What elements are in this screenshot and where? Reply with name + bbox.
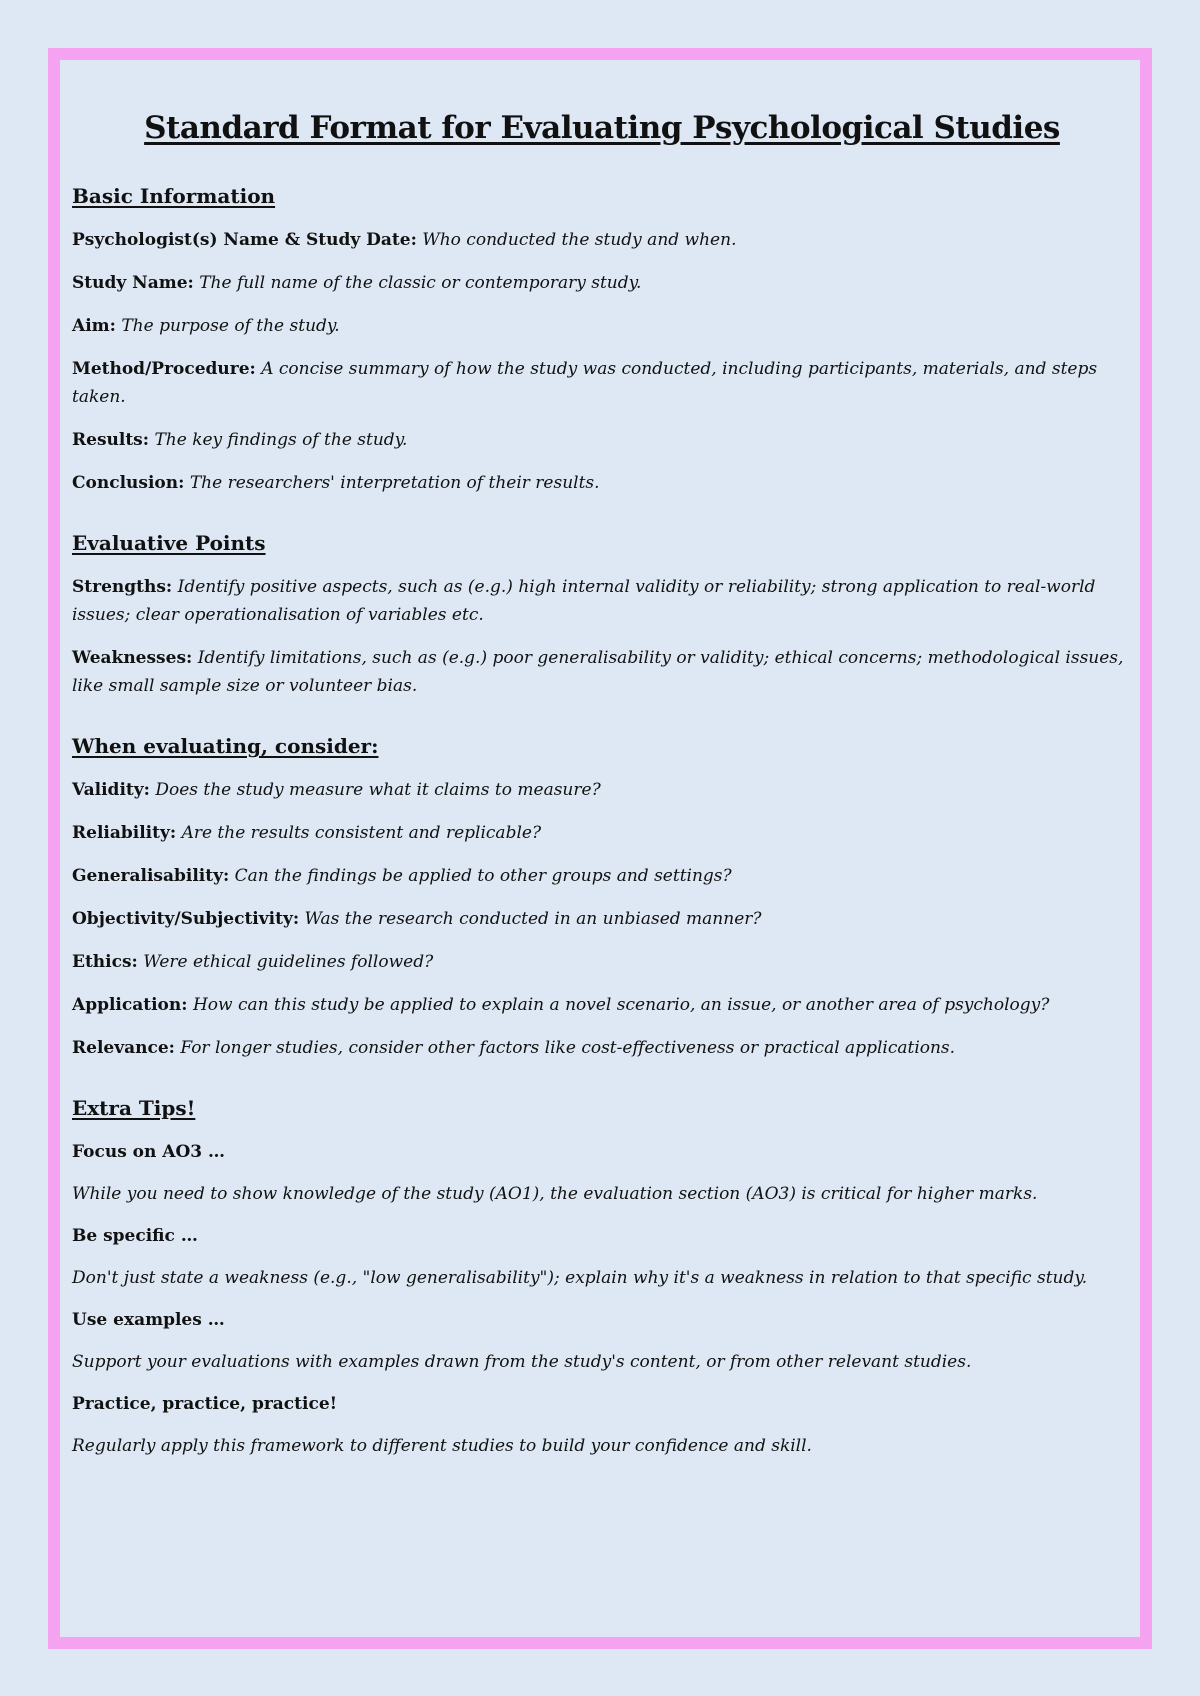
tip-examples-text: Support your evaluations with examples drawn from the study's content, or from other relevant studies.	[72, 1352, 972, 1372]
extra-tips-heading: Extra Tips!	[72, 1096, 196, 1120]
field-ethics: Ethics: Were ethical guidelines followed?	[72, 952, 434, 972]
field-results: Results: The key findings of the study.	[72, 430, 408, 450]
tip-focus-text: While you need to show knowledge of the study (AO1), the evaluation section (AO3) is critical for higher marks.	[72, 1184, 1038, 1204]
field-conclusion: Conclusion: The researchers' interpretation of their results.	[72, 473, 600, 493]
field-aim: Aim: The purpose of the study.	[72, 316, 340, 336]
field-relevance: Relevance: For longer studies, consider other factors like cost-effectiveness or practical applications.	[72, 1038, 956, 1058]
field-objectivity: Objectivity/Subjectivity: Was the research conducted in an unbiased manner?	[72, 909, 762, 929]
consider-heading: When evaluating, consider:	[72, 734, 379, 758]
tip-practice-text: Regularly apply this framework to different studies to build your confidence and skill.	[72, 1436, 812, 1456]
field-strengths: Strengths: Identify positive aspects, such as (e.g.) high internal validity or reliability; strong application to real-world issues; clear operationalisation of variables etc.	[72, 577, 1096, 625]
evaluative-points-heading: Evaluative Points	[72, 531, 266, 555]
field-study-name: Study Name: The full name of the classic or contemporary study.	[72, 273, 642, 293]
field-application: Application: How can this study be applied to explain a novel scenario, an issue, or another area of psychology?	[72, 995, 1050, 1015]
tip-specific-heading: Be specific …	[72, 1226, 198, 1246]
basic-information-section	[72, 184, 1132, 497]
basic-information-heading: Basic Information	[72, 184, 276, 208]
evaluative-points-section	[72, 531, 1132, 700]
field-psychologist: Psychologist(s) Name & Study Date: Who conducted the study and when.	[72, 230, 737, 250]
field-reliability: Reliability: Are the results consistent and replicable?	[72, 823, 542, 843]
field-generalisability: Generalisability: Can the findings be applied to other groups and settings?	[72, 866, 732, 886]
tip-focus-heading: Focus on AO3 …	[72, 1142, 226, 1162]
field-weaknesses: Weaknesses: Identify limitations, such as (e.g.) poor generalisability or validity; ethical concerns; methodological issues, like small sample size or volunteer bias.	[72, 648, 1124, 696]
tip-practice-heading: Practice, practice, practice!	[72, 1394, 338, 1414]
extra-tips-section	[72, 1096, 1132, 1460]
consider-section	[72, 734, 1132, 1062]
tip-examples-heading: Use examples …	[72, 1310, 225, 1330]
tip-specific-text: Don't just state a weakness (e.g., "low generalisability"); explain why it's a weakness in relation to that specific study.	[72, 1268, 1088, 1288]
field-validity: Validity: Does the study measure what it claims to measure?	[72, 780, 601, 800]
document-content	[72, 110, 1132, 1494]
page-title: Standard Format for Evaluating Psychological Studies	[144, 110, 1060, 146]
field-method: Method/Procedure: A concise summary of how the study was conducted, including participants, materials, and steps taken.	[72, 359, 1098, 407]
